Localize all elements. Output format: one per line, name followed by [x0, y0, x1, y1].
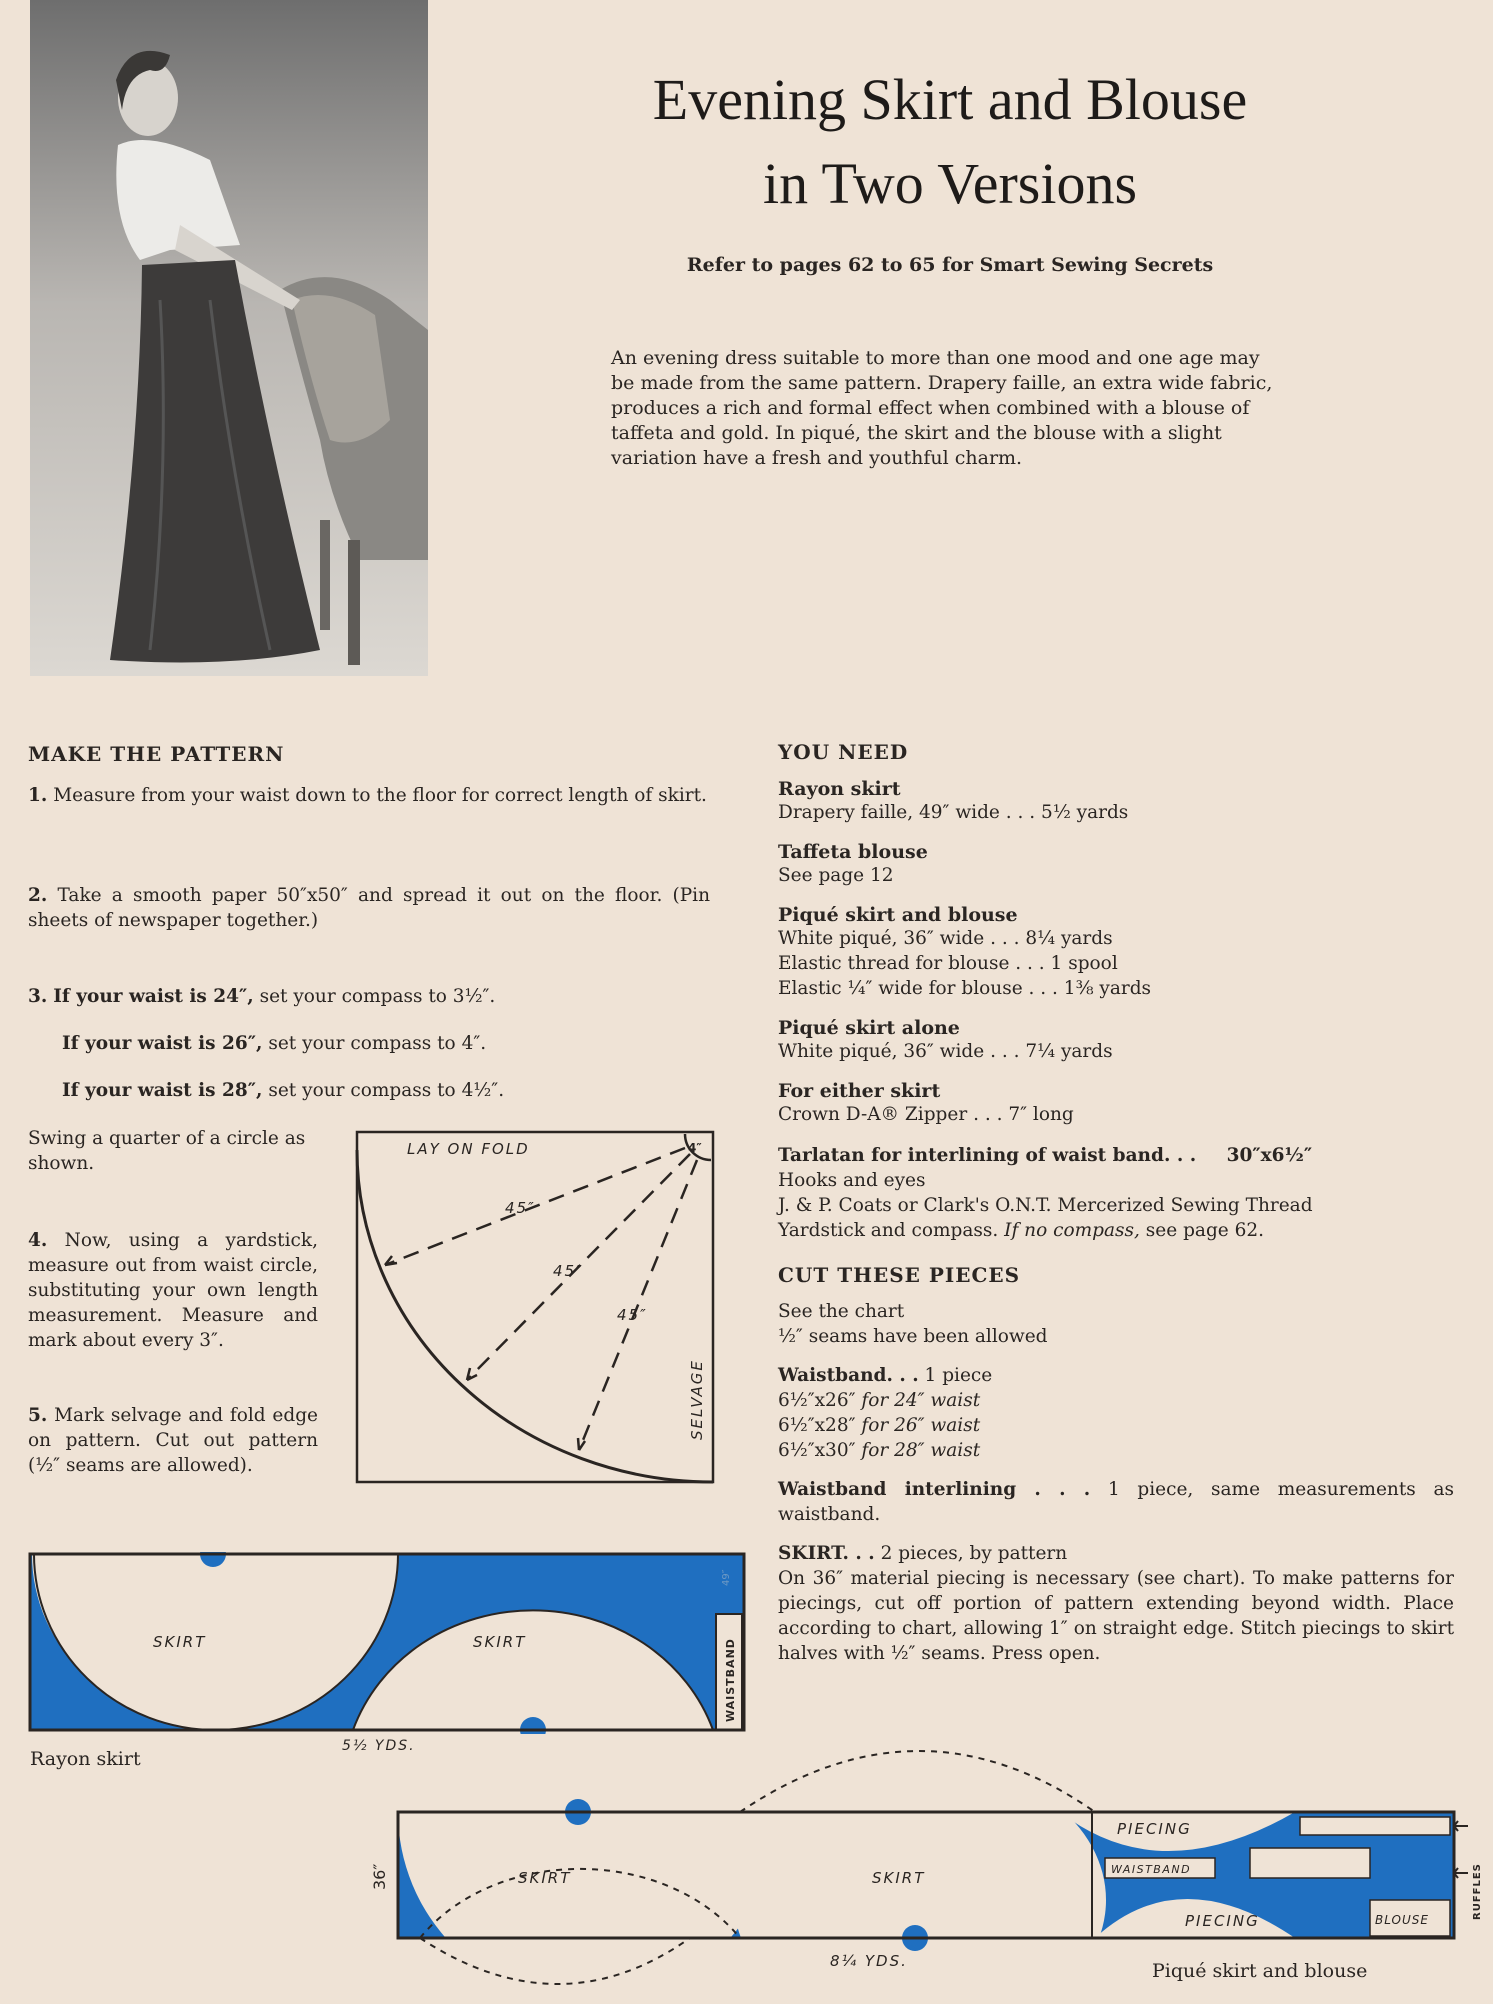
step-number: 4.: [28, 1230, 48, 1251]
corner-label: 4″: [688, 1141, 702, 1155]
radius-line: [579, 1160, 697, 1450]
intro-line: produces a rich and formal effect when combined with a blouse of: [611, 397, 1250, 419]
step-number: 1.: [28, 785, 48, 806]
waistband-size: 6½″x30″ for 28″ waist: [778, 1440, 981, 1461]
you-need-item: See page 12: [778, 865, 894, 886]
step-2: [28, 883, 710, 933]
radius-label: 45″: [505, 1199, 536, 1217]
cut-pieces-heading: CUT THESE PIECES: [778, 1263, 1021, 1287]
intro-line: be made from the same pattern. Drapery faille, an extra wide fabric,: [611, 372, 1273, 394]
skirt-piece: [398, 1750, 778, 2002]
either-title: For either skirt: [778, 1080, 941, 1102]
waistband-title: Waistband. . .: [778, 1365, 919, 1386]
you-need-item: Elastic thread for blouse . . . 1 spool: [778, 953, 1118, 974]
arrow-head-icon: [385, 1256, 397, 1265]
pique-caption: Piqué skirt and blouse: [1152, 1960, 1368, 1982]
taffeta-title: Taffeta blouse: [778, 841, 928, 863]
you-need-item: [778, 1218, 1458, 1243]
step-3b: [62, 1031, 702, 1056]
you-need-item: Elastic ¼″ wide for blouse . . . 1⅜ yards: [778, 978, 1152, 999]
make-pattern-heading: MAKE THE PATTERN: [28, 742, 285, 766]
ruffle-strip: [1250, 1848, 1370, 1878]
waist-condition: If your waist is 26″,: [62, 1033, 263, 1054]
page-title: [560, 58, 1340, 226]
step-text: Take a smooth paper 50″x50″ and spread it out on the floor. (Pin sheets of newspaper together.): [28, 885, 710, 931]
compass-setting: set your compass to 4″.: [268, 1033, 487, 1054]
skirt-label: SKIRT: [473, 1633, 527, 1651]
step-number: 2.: [28, 885, 48, 906]
selvage-label: SELVAGE: [688, 1359, 706, 1440]
title-line-2: in Two Versions: [762, 151, 1138, 216]
radius-label: 45″: [553, 1262, 584, 1280]
quarter-circle-diagram: [355, 1130, 717, 1486]
you-need-item: Crown D-A® Zipper . . . 7″ long: [778, 1104, 1074, 1125]
pattern-overhang: [420, 1938, 690, 1984]
length-label: 8¼ YDS.: [830, 1952, 908, 1970]
step-3a: [28, 984, 710, 1009]
swing-note: Swing a quarter of a circle as shown.: [28, 1128, 306, 1174]
tools-text: Yardstick and compass.: [778, 1220, 999, 1241]
step-number: 5.: [28, 1405, 48, 1426]
you-need-item: White piqué, 36″ wide . . . 7¼ yards: [778, 1041, 1113, 1062]
height-label: 36″: [370, 1863, 389, 1890]
blouse-label: BLOUSE: [1375, 1913, 1429, 1927]
tarlatan-title: Tarlatan for interlining of waist band. . .: [778, 1145, 1197, 1166]
rayon-layout-chart: [28, 1552, 748, 1734]
waistband-size: 6½″x26″ for 24″ waist: [778, 1390, 981, 1411]
step-text: Now, using a yardstick, measure out from waist circle, substituting your own length measurement. Measure and mark about every 3″.: [28, 1230, 318, 1351]
waistband-count: 1 piece: [924, 1365, 993, 1386]
model-illustration: [30, 0, 428, 676]
diagram-frame: [357, 1132, 713, 1482]
compass-setting: set your compass to 3½″.: [259, 986, 496, 1007]
step-text: Mark selvage and fold edge on pattern. Cut out pattern (½″ seams are allowed).: [28, 1405, 318, 1476]
waistband-label: WAISTBAND: [724, 1638, 737, 1722]
you-need-item: White piqué, 36″ wide . . . 8¼ yards: [778, 928, 1113, 949]
refer-note: Refer to pages 62 to 65 for Smart Sewing Secrets: [686, 254, 1214, 276]
interlining-text: 1 piece, same measurements as waistband.: [778, 1479, 1454, 1525]
compass-setting: set your compass to 4½″.: [268, 1080, 505, 1101]
model-photo: [30, 0, 428, 676]
arrow-head-icon: [467, 1368, 477, 1380]
you-need-item: Hooks and eyes: [778, 1170, 926, 1191]
ruffles-label: RUFFLES: [1472, 1863, 1483, 1920]
rayon-caption: Rayon skirt: [30, 1748, 141, 1770]
you-need-section: [778, 740, 1458, 1666]
cut-note: See the chart: [778, 1301, 905, 1322]
skirt-label: SKIRT: [153, 1633, 207, 1651]
skirt-paragraph: On 36″ material piecing is necessary (see chart). To make patterns for piecings, cut off portion of pattern extending beyond width. Place according to chart, allowing 1″ on straight edge. Stitch piecings to skirt halves with ½″ seams. Press open.: [778, 1568, 1454, 1664]
interlining-title: Waistband interlining . . .: [778, 1479, 1091, 1500]
skirt-count: 2 pieces, by pattern: [880, 1543, 1068, 1564]
pattern-overhang: [740, 1751, 1095, 1812]
radius-label: 45″: [617, 1306, 648, 1324]
piecing-label: PIECING: [1117, 1820, 1192, 1838]
waist-condition: If your waist is 24″,: [53, 986, 254, 1007]
pique-alone-title: Piqué skirt alone: [778, 1017, 960, 1039]
step-5: [28, 1403, 318, 1478]
skirt-label: SKIRT: [518, 1869, 572, 1887]
pique-title: Piqué skirt and blouse: [778, 904, 1018, 926]
tarlatan-size: 30″x6½″: [1226, 1145, 1313, 1166]
waistband-label: WAISTBAND: [1111, 1863, 1192, 1876]
ruffle-strip: [1300, 1817, 1450, 1835]
intro-line: An evening dress suitable to more than one mood and one age may: [611, 347, 1260, 369]
rayon-length-label: 5½ YDS.: [342, 1738, 416, 1754]
intro-line: taffeta and gold. In piqué, the skirt and the blouse with a slight: [611, 422, 1222, 444]
skirt-heading-line: [778, 1541, 1454, 1566]
interlining-paragraph: [778, 1477, 1454, 1527]
intro-paragraph: [611, 346, 1287, 471]
waist-condition: If your waist is 28″,: [62, 1080, 263, 1101]
cut-note: ½″ seams have been allowed: [778, 1326, 1048, 1347]
piecing-label: PIECING: [1185, 1912, 1260, 1930]
waistband-size: 6½″x28″ for 26″ waist: [778, 1415, 981, 1436]
step-4: [28, 1228, 318, 1353]
waistband-line: [778, 1363, 1458, 1388]
arrow-left-icon: [1454, 1868, 1468, 1878]
fold-label: LAY ON FOLD: [407, 1140, 530, 1158]
you-need-item: J. & P. Coats or Clark's O.N.T. Mercerized Sewing Thread: [778, 1195, 1313, 1216]
step-1: [28, 783, 710, 808]
intro-line: variation have a fresh and youthful charm.: [611, 447, 1023, 469]
you-need-heading: YOU NEED: [778, 740, 909, 764]
skirt-label: SKIRT: [872, 1869, 926, 1887]
tools-ref: see page 62.: [1145, 1220, 1265, 1241]
arrow-left-icon: [1454, 1821, 1468, 1831]
title-line-1: Evening Skirt and Blouse: [652, 67, 1248, 132]
rayon-title: Rayon skirt: [778, 778, 901, 800]
step-3c: [62, 1078, 702, 1103]
tarlatan-line: [778, 1143, 1458, 1168]
skirt-title: SKIRT. . .: [778, 1543, 875, 1564]
tools-note: If no compass,: [1004, 1220, 1140, 1241]
width-label: 49″: [721, 1569, 732, 1586]
you-need-item: Drapery faille, 49″ wide . . . 5½ yards: [778, 802, 1129, 823]
step-text: Measure from your waist down to the floor for correct length of skirt.: [53, 785, 707, 806]
step-number: 3.: [28, 986, 48, 1007]
